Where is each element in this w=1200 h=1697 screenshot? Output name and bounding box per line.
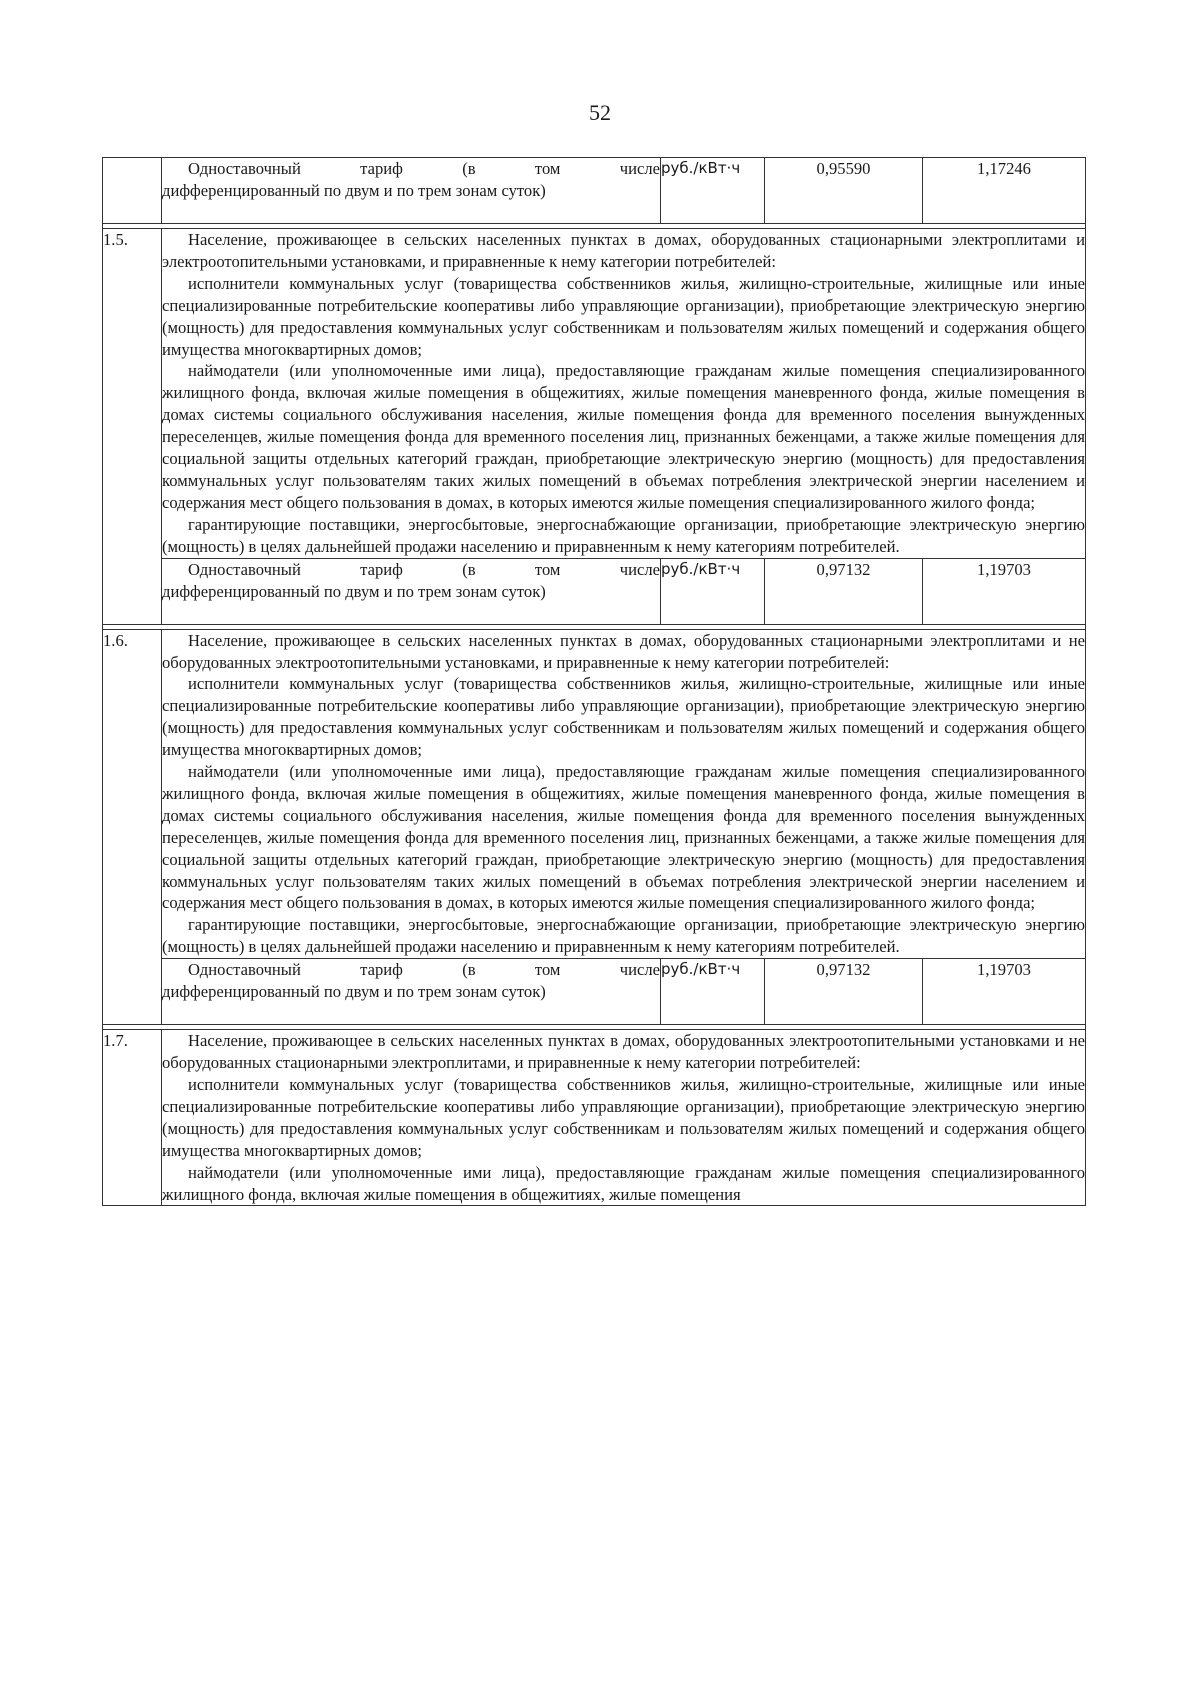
tariff-label-line2: дифференцированный по двум и по трем зонам суток) xyxy=(162,982,546,1002)
category-number: 1.7. xyxy=(103,1030,162,1206)
tariff-label-line2: дифференцированный по двум и по трем зонам суток) xyxy=(162,180,546,200)
tariff-name-cell xyxy=(162,158,661,224)
category-row xyxy=(103,1030,1086,1206)
category-paragraph: исполнители коммунальных услуг (товарищества собственников жилья, жилищно-строительные, жилищные или иные специализированные потребительские кооперативы либо управляющие организации), приобретающие электрическую энергию (мощность) для предоставления коммунальных услуг собственникам и пользователям жилых помещений и содержания общего имущества многоквартирных домов; xyxy=(162,674,1085,760)
category-intro: Население, проживающее в сельских населенных пунктах в домах, оборудованных стационарными электроплитами и не оборудованных электроотопительными установками, и приравненные к нему категории потребителей: xyxy=(162,630,1085,672)
tariff-label-line1: Одноставочный тариф (в том числе xyxy=(188,559,660,579)
tariff-value-1: 0,97132 xyxy=(765,558,923,624)
tariff-value-2: 1,19703 xyxy=(923,959,1086,1025)
number-cell xyxy=(103,158,162,224)
tariff-label-line1: Одноставочный тариф (в том числе xyxy=(188,960,660,980)
tariff-value-2: 1,19703 xyxy=(923,558,1086,624)
category-paragraph: наймодатели (или уполномоченные ими лица), предоставляющие гражданам жилые помещения специализированного жилищного фонда, включая жилые помещения в общежитиях, жилые помещения xyxy=(162,1162,1085,1204)
category-description xyxy=(162,229,1086,559)
category-number: 1.6. xyxy=(103,629,162,1025)
category-row xyxy=(103,629,1086,959)
category-description xyxy=(162,1030,1086,1206)
category-paragraph: гарантирующие поставщики, энергосбытовые, энергоснабжающие организации, приобретающие электрическую энергию (мощность) в целях дальнейшей продажи населению и приравненным к нему категориям потребителей. xyxy=(162,514,1085,556)
category-intro: Население, проживающее в сельских населенных пунктах в домах, оборудованных электроотопительными установками и не оборудованных стационарными электроплитами, и приравненные к нему категории потребителей: xyxy=(162,1031,1085,1073)
category-paragraph: исполнители коммунальных услуг (товарищества собственников жилья, жилищно-строительные, жилищные или иные специализированные потребительские кооперативы либо управляющие организации), приобретающие электрическую энергию (мощность) для предоставления коммунальных услуг собственникам и пользователям жилых помещений и содержания общего имущества многоквартирных домов; xyxy=(162,273,1085,359)
tariff-value-2: 1,17246 xyxy=(923,158,1086,224)
category-paragraph: наймодатели (или уполномоченные ими лица), предоставляющие гражданам жилые помещения специализированного жилищного фонда, включая жилые помещения в общежитиях, жилые помещения маневренного фонда, жилые помещения в домах системы социального обслуживания населения, жилые помещения фонда для временного поселения вынужденных переселенцев, жилые помещения фонда для временного поселения лиц, признанных беженцами, а также жилые помещения для социальной защиты отдельных категорий граждан, приобретающие электрическую энергию (мощность) для предоставления коммунальных услуг пользователям таких жилых помещений в объемах потребления электрической энергии населением и содержания мест общего пользования в домах, в которых имеются жилые помещения специализированного жилого фонда; xyxy=(162,361,1085,512)
tariff-unit: руб./кВт·ч xyxy=(661,558,765,624)
category-paragraph: наймодатели (или уполномоченные ими лица), предоставляющие гражданам жилые помещения специализированного жилищного фонда, включая жилые помещения в общежитиях, жилые помещения маневренного фонда, жилые помещения в домах системы социального обслуживания населения, жилые помещения фонда для временного поселения вынужденных переселенцев, жилые помещения фонда для временного поселения лиц, признанных беженцами, а также жилые помещения для социальной защиты отдельных категорий граждан, приобретающие электрическую энергию (мощность) для предоставления коммунальных услуг пользователям таких жилых помещений в объемах потребления электрической энергии населением и содержания мест общего пользования в домах, в которых имеются жилые помещения специализированного жилого фонда; xyxy=(162,762,1085,913)
tariff-unit: руб./кВт·ч xyxy=(661,959,765,1025)
tariff-label-line1: Одноставочный тариф (в том числе xyxy=(188,159,660,178)
page-number: 52 xyxy=(589,100,611,125)
tariff-name-cell xyxy=(162,558,661,624)
tariff-value-1: 0,95590 xyxy=(765,158,923,224)
tariff-unit: руб./кВт·ч xyxy=(661,158,765,224)
tariff-row xyxy=(103,158,1086,224)
tariff-label-line2: дифференцированный по двум и по трем зонам суток) xyxy=(162,581,546,601)
category-description xyxy=(162,629,1086,959)
tariff-name-cell xyxy=(162,959,661,1025)
tariff-row xyxy=(103,959,1086,1025)
tariff-row xyxy=(103,558,1086,624)
category-paragraph: исполнители коммунальных услуг (товарищества собственников жилья, жилищно-строительные, жилищные или иные специализированные потребительские кооперативы либо управляющие организации), приобретающие электрическую энергию (мощность) для предоставления коммунальных услуг собственникам и пользователям жилых помещений и содержания общего имущества многоквартирных домов; xyxy=(162,1075,1085,1160)
category-number: 1.5. xyxy=(103,229,162,625)
tariff-table xyxy=(102,157,1086,1206)
category-paragraph: гарантирующие поставщики, энергосбытовые, энергоснабжающие организации, приобретающие электрическую энергию (мощность) в целях дальнейшей продажи населению и приравненным к нему категориям потребителей. xyxy=(162,915,1085,957)
tariff-value-1: 0,97132 xyxy=(765,959,923,1025)
category-row xyxy=(103,229,1086,559)
category-intro: Население, проживающее в сельских населенных пунктах в домах, оборудованных стационарными электроплитами и электроотопительными установками, и приравненные к нему категории потребителей: xyxy=(162,230,1085,271)
